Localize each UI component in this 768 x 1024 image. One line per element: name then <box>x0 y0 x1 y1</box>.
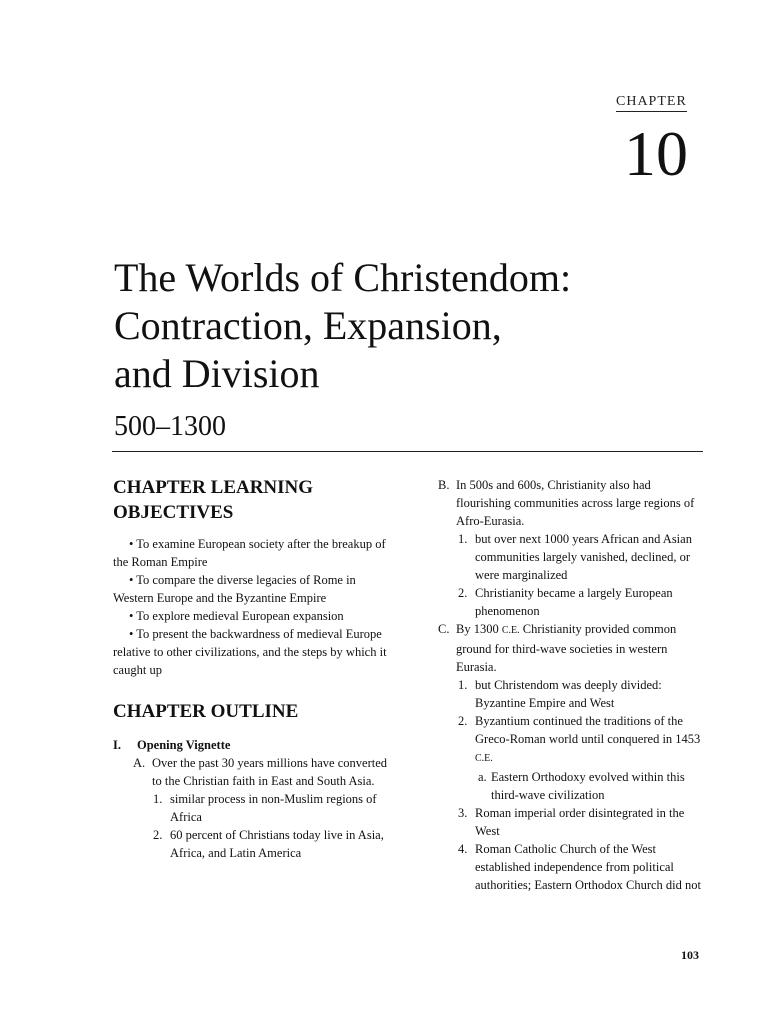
outline-item-B <box>438 476 708 530</box>
outline-text: Over the past 30 years millions have converted to the Christian faith in East and South Asia. <box>152 756 387 788</box>
era-abbreviation: C.E. <box>501 625 520 636</box>
outline-section-title: Opening Vignette <box>137 738 231 752</box>
outline-label: 1. <box>458 678 468 692</box>
outline-item-A2 <box>113 826 396 862</box>
outline-text: In 500s and 600s, Christianity also had flourishing communities across large regions of Afro-Eurasia. <box>456 478 695 528</box>
outline-text: but Christendom was deeply divided: Byzantine Empire and West <box>475 678 662 710</box>
outline-item-C2 <box>438 712 708 768</box>
chapter-title <box>114 254 714 398</box>
outline-label: 1. <box>153 792 163 806</box>
title-line-1: The Worlds of Christendom: <box>114 255 572 300</box>
outline-label: 2. <box>458 714 468 728</box>
outline-text: but over next 1000 years African and Asian communities largely vanished, declined, or were marginalized <box>475 532 692 582</box>
outline-label: 2. <box>458 586 468 600</box>
date-range: 500–1300 <box>114 411 226 442</box>
outline-label: C. <box>438 622 450 636</box>
outline-label: 2. <box>153 828 163 842</box>
objectives-list <box>113 535 396 679</box>
outline-label: I. <box>113 738 121 752</box>
outline-label: a. <box>478 770 487 784</box>
outline-text-part: Byzantium continued the traditions of the Greco-Roman world until conquered in 1453 <box>475 714 701 746</box>
outline-item-C2a <box>438 768 708 804</box>
outline-item-A1 <box>113 790 396 826</box>
outline-text: Roman Catholic Church of the West established independence from political authorities; Eastern Orthodox Church did not <box>475 842 702 892</box>
outline-text: 60 percent of Christians today live in Asia, Africa, and Latin America <box>170 828 384 860</box>
left-column <box>113 475 396 862</box>
objective-item: • To explore medieval European expansion <box>129 609 344 623</box>
outline-label: 3. <box>458 806 468 820</box>
outline-item-C1 <box>438 676 708 712</box>
divider-rule <box>112 451 703 452</box>
chapter-label: CHAPTER <box>616 94 687 112</box>
outline-left <box>113 736 396 862</box>
outline-text: Christianity became a largely European phenomenon <box>475 586 673 618</box>
outline-text: Roman imperial order disintegrated in the West <box>475 806 685 838</box>
outline-text <box>456 620 708 676</box>
outline-item-C3 <box>438 804 708 840</box>
title-line-3: and Division <box>114 351 320 396</box>
outline-text: similar process in non-Muslim regions of Africa <box>170 792 377 824</box>
right-column <box>438 476 708 894</box>
outline-label: A. <box>133 756 146 770</box>
outline-item-A <box>113 754 396 790</box>
era-abbreviation: C.E. <box>475 753 493 764</box>
outline-item-C4 <box>438 840 708 894</box>
outline-item-B1 <box>438 530 708 584</box>
objective-item: • To compare the diverse legacies of Rome in Western Europe and the Byzantine Empire <box>113 573 356 605</box>
outline-item-B2 <box>438 584 708 620</box>
outline-text <box>475 712 708 768</box>
outline-item-C <box>438 620 708 676</box>
outline-heading: CHAPTER OUTLINE <box>113 701 299 722</box>
objective-item: • To present the backwardness of medieval Europe relative to other civilizations, and the steps by which it caught up <box>113 627 387 677</box>
outline-label: 4. <box>458 842 468 856</box>
outline-text-part: By 1300 <box>456 622 502 636</box>
outline-text: Eastern Orthodoxy evolved within this third-wave civilization <box>491 770 685 802</box>
outline-label: 1. <box>458 532 468 546</box>
outline-text-part: Christianity provided common ground for third-wave societies in western Eurasia. <box>456 622 677 674</box>
page-number: 103 <box>681 948 699 962</box>
objectives-heading: CHAPTER LEARNING OBJECTIVES <box>113 477 314 523</box>
outline-section-I <box>113 736 396 754</box>
objective-item: • To examine European society after the breakup of the Roman Empire <box>113 537 386 569</box>
title-line-2: Contraction, Expansion, <box>114 303 502 348</box>
outline-label: B. <box>438 478 450 492</box>
chapter-number: 10 <box>624 118 688 189</box>
